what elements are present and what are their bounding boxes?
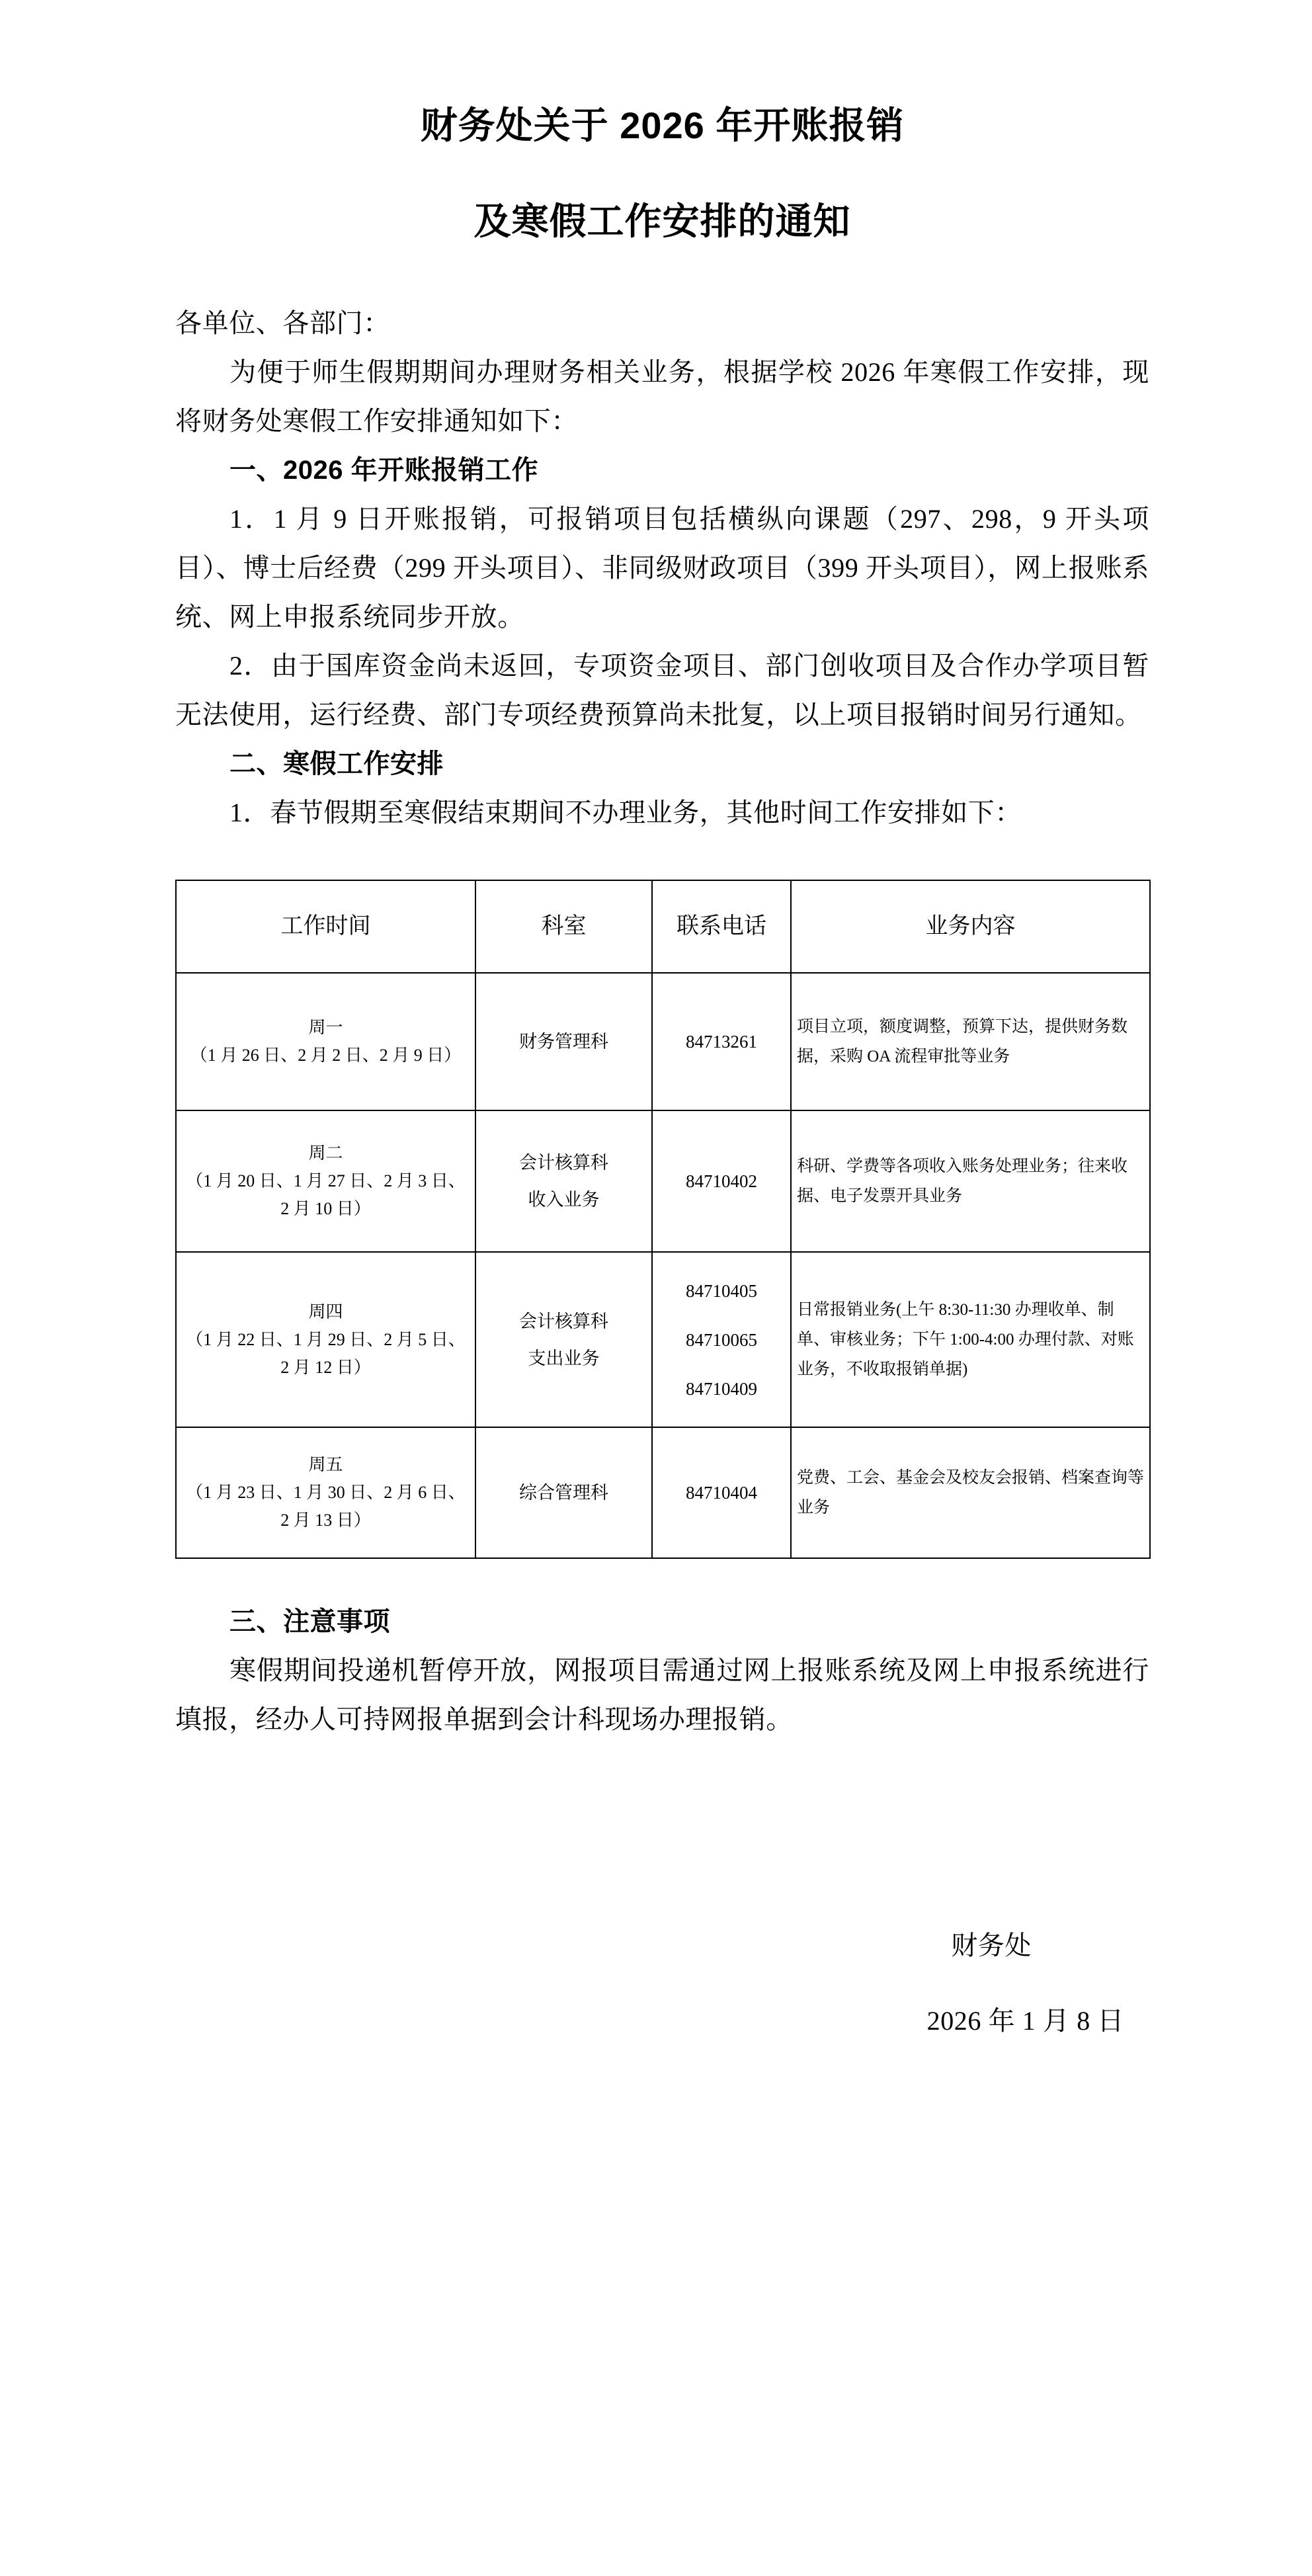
cell-department	[475, 973, 652, 1110]
department-line: 财务管理科	[519, 1032, 608, 1052]
weekday-label: 周四	[308, 1302, 343, 1321]
cell-business-content: 科研、学费等各项收入账务处理业务；往来收据、电子发票开具业务	[791, 1110, 1150, 1252]
cell-phone	[652, 973, 791, 1110]
cell-business-content: 日常报销业务(上午 8:30-11:30 办理收单、制单、审核业务；下午 1:00-4:00 办理付款、对账业务，不收取报销单据)	[791, 1252, 1150, 1427]
phone-number: 84710409	[686, 1378, 757, 1399]
department-line: 收入业务	[528, 1190, 600, 1210]
cell-phone	[652, 1427, 791, 1558]
salutation: 各单位、各部门：	[175, 308, 390, 338]
cell-business-content: 党费、工会、基金会及校友会报销、档案查询等业务	[791, 1427, 1150, 1558]
section-1-item-2: 2．由于国库资金尚未返回，专项资金项目、部门创收项目及合作办学项目暂无法使用，运行经费、部门专项经费预算尚未批复，以上项目报销时间另行通知。	[175, 651, 1149, 729]
document-title-line-1: 财务处关于 2026 年开账报销	[420, 104, 905, 146]
column-header-business: 业务内容	[791, 880, 1150, 973]
document-content	[175, 0, 1149, 2046]
cell-business-content: 项目立项，额度调整，预算下达，提供财务数据，采购 OA 流程审批等业务	[791, 973, 1150, 1110]
signature-date: 2026 年 1 月 8 日	[926, 2006, 1124, 2036]
weekday-label: 周一	[308, 1018, 343, 1037]
dates-label: （1 月 20 日、1 月 27 日、2 月 3 日、2 月 10 日）	[186, 1171, 466, 1218]
cell-department	[475, 1252, 652, 1427]
weekday-label: 周二	[308, 1143, 343, 1163]
table-row	[176, 1110, 1150, 1252]
section-heading-1: 一、2026 年开账报销工作	[229, 456, 539, 485]
schedule-table	[175, 880, 1151, 1559]
phone-number: 84710065	[686, 1329, 757, 1350]
phone-number: 84710404	[686, 1483, 757, 1503]
section-3-item-1: 寒假期间投递机暂停开放，网报项目需通过网上报账系统及网上申报系统进行填报，经办人可持网报单据到会计科现场办理报销。	[175, 1655, 1149, 1734]
cell-work-time	[176, 1427, 475, 1558]
table-row	[176, 1252, 1150, 1427]
section-heading-2: 二、寒假工作安排	[229, 749, 444, 778]
cell-department	[475, 1110, 652, 1252]
table-row	[176, 1427, 1150, 1558]
schedule-table-body	[176, 973, 1150, 1558]
column-header-work-time: 工作时间	[176, 880, 475, 973]
signature-organization: 财务处	[951, 1931, 1032, 1960]
table-row	[176, 973, 1150, 1110]
dates-label: （1 月 23 日、1 月 30 日、2 月 6 日、2 月 13 日）	[186, 1483, 466, 1530]
table-header-row	[176, 880, 1150, 973]
section-heading-3: 三、注意事项	[229, 1607, 390, 1636]
phone-number: 84710402	[686, 1171, 757, 1191]
phone-number: 84710405	[686, 1280, 757, 1301]
department-line: 会计核算科	[519, 1153, 608, 1173]
schedule-table-wrapper	[175, 880, 1149, 1559]
dates-label: （1 月 22 日、1 月 29 日、2 月 5 日、2 月 12 日）	[186, 1329, 466, 1377]
weekday-label: 周五	[308, 1455, 343, 1474]
column-header-department: 科室	[475, 880, 652, 973]
section-2-item-1: 1．春节假期至寒假结束期间不办理业务，其他时间工作安排如下：	[229, 798, 1022, 827]
department-line: 会计核算科	[519, 1311, 608, 1331]
intro-paragraph: 为便于师生假期期间办理财务相关业务，根据学校 2026 年寒假工作安排，现将财务处寒假工作安排通知如下：	[175, 357, 1149, 436]
department-line: 综合管理科	[519, 1483, 608, 1503]
schedule-table-head	[176, 880, 1150, 973]
department-line: 支出业务	[528, 1348, 600, 1368]
signature-block	[175, 1921, 1149, 2046]
section-1-item-1: 1．1 月 9 日开账报销，可报销项目包括横纵向课题（297、298，9 开头项目）、博士后经费（299 开头项目）、非同级财政项目（399 开头项目），网上报账系统、网上申报系统同步开放。	[175, 504, 1149, 632]
column-header-phone: 联系电话	[652, 880, 791, 973]
phone-number: 84713261	[686, 1032, 757, 1052]
cell-phone	[652, 1252, 791, 1427]
cell-department	[475, 1427, 652, 1558]
cell-work-time	[176, 973, 475, 1110]
cell-work-time	[176, 1252, 475, 1427]
cell-work-time	[176, 1110, 475, 1252]
cell-phone	[652, 1110, 791, 1252]
dates-label: （1 月 26 日、2 月 2 日、2 月 9 日）	[190, 1046, 462, 1065]
document-title-line-2: 及寒假工作安排的通知	[473, 200, 851, 242]
